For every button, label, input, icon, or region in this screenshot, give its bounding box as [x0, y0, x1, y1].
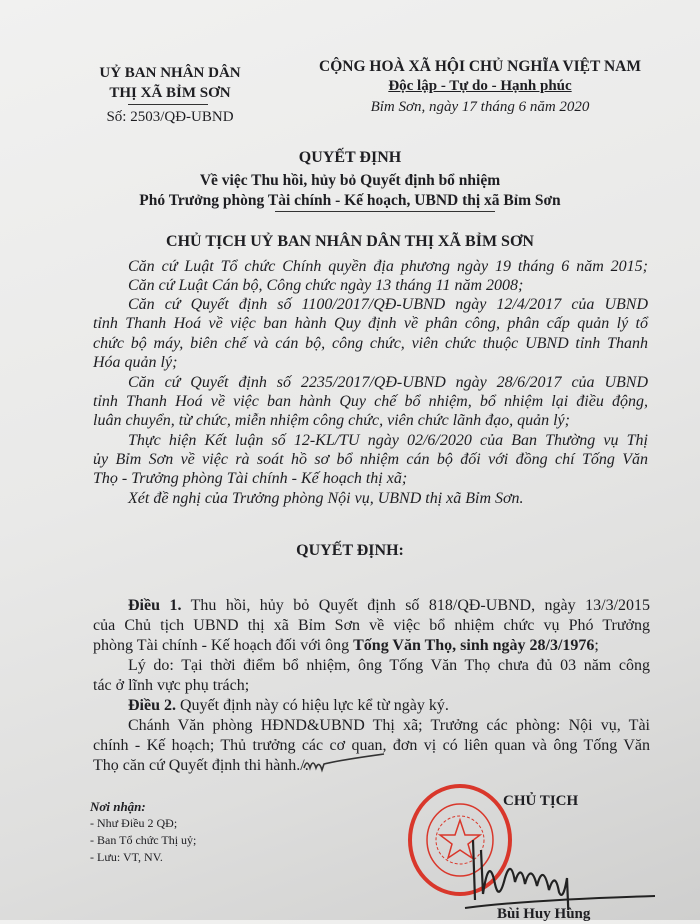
- reason-line2: tác ở lĩnh vực phụ trách;: [93, 677, 250, 694]
- org-underline: [128, 104, 208, 105]
- nation-title: CỘNG HOÀ XÃ HỘI CHỦ NGHĨA VIỆT NAM: [319, 58, 641, 75]
- article-2-label: Điều 2.: [128, 697, 176, 714]
- preamble-line: Căn cứ Quyết định số 2235/2017/QĐ-UBND ngày 28/6/2017 của UBND: [128, 374, 648, 391]
- subject-underline: [275, 211, 495, 212]
- org-name-line2: THỊ XÃ BỈM SƠN: [109, 85, 231, 101]
- preamble-line: Căn cứ Luật Cán bộ, Công chức ngày 13 tháng 11 năm 2008;: [128, 277, 524, 294]
- preamble-line: Hóa quản lý;: [93, 354, 178, 371]
- signer-title: CHỦ TỊCH: [503, 793, 579, 809]
- preamble-line: Thực hiện Kết luận số 12-KL/TU ngày 02/6/2020 của Ban Thường vụ Thị: [128, 432, 648, 449]
- initials-mark: [300, 752, 390, 776]
- execution-line1: Chánh Văn phòng HĐND&UBND Thị xã; Trưởng các phòng: Nội vụ, Tài: [128, 717, 650, 734]
- preamble-line: chức bộ máy, biên chế và cán bộ, công chức, viên chức thuộc UBND tỉnh Thanh: [93, 335, 648, 352]
- execution-line2: chính - Kế hoạch; Thủ trưởng các cơ quan, đơn vị có liên quan và ông Tống Văn: [93, 737, 650, 754]
- decision-heading: QUYẾT ĐỊNH:: [296, 542, 404, 559]
- preamble-line: tỉnh Thanh Hoá về việc ban hành Quy định về phân công, phân cấp quản lý tổ: [93, 315, 648, 332]
- article-2: Điều 2. Quyết định này có hiệu lực kể từ ngày ký.: [128, 697, 449, 714]
- preamble-line: tỉnh Thanh Hoá về việc ban hành Quy chế bổ nhiệm, bổ nhiệm lại điều động,: [93, 393, 648, 410]
- preamble-line: luân chuyển, từ chức, miễn nhiệm công chức, viên chức lãnh đạo, quản lý;: [93, 412, 570, 429]
- issue-date: Bỉm Sơn, ngày 17 tháng 6 năm 2020: [370, 99, 590, 115]
- execution-line3: Thọ căn cứ Quyết định thi hành./.: [93, 757, 309, 774]
- recipient-item: - Ban Tổ chức Thị uỷ;: [90, 833, 197, 847]
- document-number: Số: 2503/QĐ-UBND: [106, 109, 234, 125]
- preamble-line: ủy Bỉm Sơn về việc rà soát hồ sơ bổ nhiệm cán bộ đối với đồng chí Tống Văn: [93, 451, 648, 468]
- article-1-line2: của Chủ tịch UBND thị xã Bỉm Sơn về việc bổ nhiệm chức vụ Phó Trưởng: [93, 617, 650, 634]
- org-name-line1: UỶ BAN NHÂN DÂN: [99, 65, 241, 81]
- motto: Độc lập - Tự do - Hạnh phúc: [388, 78, 572, 94]
- handwritten-signature: [455, 830, 655, 910]
- document-subject-line1: Về việc Thu hồi, hủy bỏ Quyết định bổ nhiệm: [199, 172, 501, 189]
- document-subject-line2: Phó Trưởng phòng Tài chính - Kế hoạch, UBND thị xã Bỉm Sơn: [139, 192, 561, 209]
- recipient-item: - Lưu: VT, NV.: [90, 850, 163, 864]
- recipient-item: - Như Điều 2 QĐ;: [90, 816, 178, 830]
- article-1-label: Điều 1.: [128, 597, 182, 614]
- article-1-line1: Điều 1. Thu hồi, hủy bỏ Quyết định số 818/QĐ-UBND, ngày 13/3/2015: [128, 597, 651, 614]
- signer-name: Bùi Huy Hùng: [497, 906, 591, 922]
- person-name-dob: Tống Văn Thọ, sinh ngày 28/3/1976: [353, 637, 595, 654]
- preamble-line: Căn cứ Luật Tổ chức Chính quyền địa phương ngày 19 tháng 6 năm 2015;: [128, 258, 648, 275]
- reason-line1: Lý do: Tại thời điểm bổ nhiệm, ông Tống Văn Thọ chưa đủ 03 năm công: [128, 657, 650, 674]
- issuing-authority: CHỦ TỊCH UỶ BAN NHÂN DÂN THỊ XÃ BỈM SƠN: [166, 233, 534, 250]
- preamble-line: Căn cứ Quyết định số 1100/2017/QĐ-UBND ngày 12/4/2017 của UBND: [128, 296, 648, 313]
- preamble-line: Xét đề nghị của Trưởng phòng Nội vụ, UBND thị xã Bỉm Sơn.: [128, 490, 524, 507]
- document-title: QUYẾT ĐỊNH: [298, 149, 402, 166]
- preamble-line: Thọ - Trưởng phòng Tài chính - Kế hoạch thị xã;: [93, 470, 408, 487]
- recipients-label: Nơi nhận:: [90, 799, 146, 814]
- article-1-line3: phòng Tài chính - Kế hoạch đối với ông Tống Văn Thọ, sinh ngày 28/3/1976;: [93, 637, 599, 654]
